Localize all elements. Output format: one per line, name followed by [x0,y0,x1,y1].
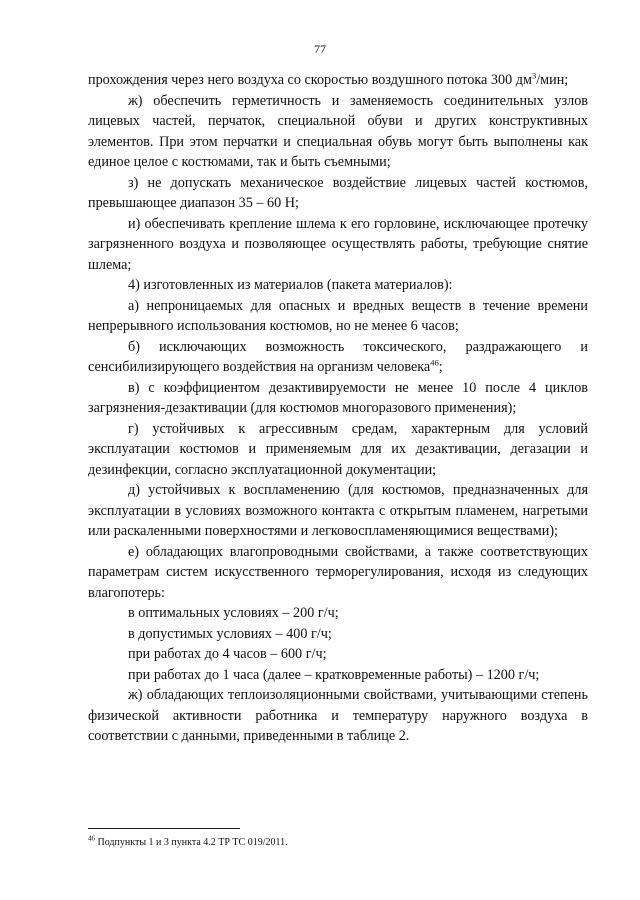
paragraph: и) обеспечивать крепление шлема к его горловине, исключающее протечку загрязненного воздуха и позволяющее осуществлять работы, требующие снятие шлема; [88,215,588,273]
paragraph: з) не допускать механическое воздействие лицевых частей костюмов, превышающее диапазон 35 – 60 Н; [88,174,588,211]
list-item: при работах до 1 часа (далее – кратковременные работы) – 1200 г/ч; [128,666,540,683]
paragraph: ж) обладающих теплоизоляционными свойствами, учитывающими степень физической активности работника и температуру наружного воздуха в соответствии с данными, приведенными в таблице 2. [88,687,588,744]
paragraph: д) устойчивых к воспламенению (для костюмов, предназначенных для эксплуатации в условиях возможного контакта с открытым пламенем, нагретыми или раскаленными поверхностями и легковоспламеняющимися веществами); [88,482,588,539]
paragraph: г) устойчивых к агрессивным средам, характерным для условий эксплуатации костюмов и применяемым для их дезактивации, дегазации и дезинфекции, согласно эксплуатационной документации; [88,420,588,478]
paragraph: а) непроницаемых для опасных и вредных веществ в течение времени непрерывного использования костюмов, но не менее 6 часов; [88,297,588,334]
paragraph: прохождения через него воздуха со скоростью воздушного потока 300 $дм^3$/мин; [88,70,569,88]
list-item: в оптимальных условиях – 200 г/ч; [128,605,339,621]
page-number: 77 [314,42,326,56]
paragraph: 4) изготовленных из материалов (пакета материалов): [128,277,453,293]
footnote-divider [88,828,240,829]
paragraph: б) исключающих возможность токсического, раздражающего и сенсибилизирующего воздействия на организм человека$^{46}$; [88,338,588,375]
body-text [88,70,588,747]
footnote-reference: 46 [430,357,439,368]
list-item: при работах до 4 часов – 600 г/ч; [128,646,327,662]
footnote-mark: 46 [88,834,95,843]
list-item: в допустимых условиях – 400 г/ч; [128,625,332,642]
footnote [88,836,588,849]
paragraph: ж) обеспечить герметичность и заменяемость соединительных узлов лицевых частей, перчаток, специальной обуви и других конструктивных элементов. При этом перчатки и специальная обувь могут быть выполнены как единое целое с костюмами, так и быть съемными; [88,92,588,170]
paragraph: в) с коэффициентом дезактивируемости не менее 10 после 4 циклов загрязнения-дезактивации (для костюмов многоразового применения); [88,379,588,416]
footnote-text: Подпункты 1 и 3 пункта 4.2 ТР ТС 019/2011. [97,837,288,848]
paragraph: е) обладающих влагопроводными свойствами, а также соответствующих параметрам систем искусственного терморегулирования, исходя из следующих влагопотерь: [88,543,588,601]
